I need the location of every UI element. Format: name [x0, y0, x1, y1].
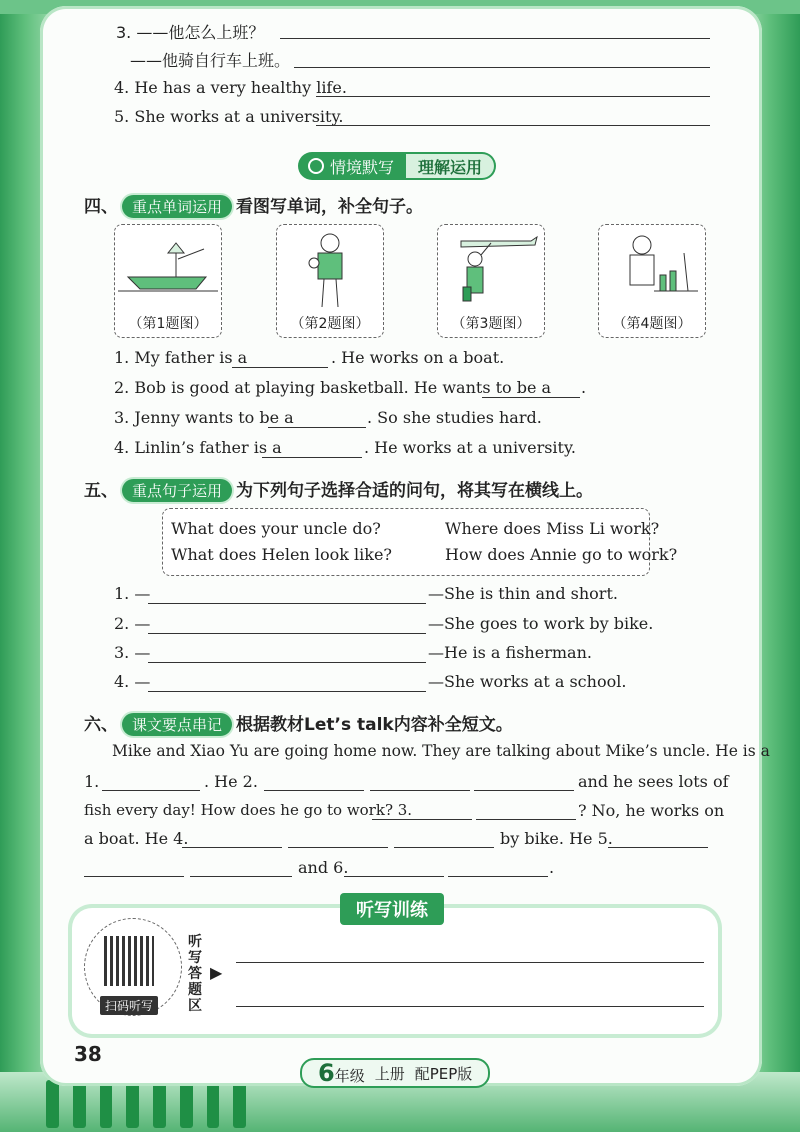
s5-item-3-answer: —He is a fisherman. — [428, 643, 592, 662]
picture-3 — [437, 224, 545, 338]
answer-line[interactable] — [148, 633, 426, 634]
q3-dialog-a: 3. ——他怎么上班？ — [116, 23, 265, 42]
dictation-title: 听写训练 — [340, 893, 444, 925]
qr-code-icon[interactable] — [104, 936, 154, 986]
s4-sentence-2-b: . — [581, 378, 587, 397]
s5-item-3-num: 3. — — [114, 643, 151, 662]
page-number: 38 — [74, 1042, 102, 1066]
section-number: 四、 — [84, 197, 118, 217]
picture-caption: （第3题图） — [451, 316, 531, 332]
section-6-heading — [84, 710, 513, 736]
dictation-side-label: 听写答题区 — [188, 934, 202, 1014]
picture-2 — [276, 224, 384, 338]
s5-item-2-answer: —She goes to work by bike. — [428, 614, 654, 633]
answer-line[interactable] — [280, 38, 710, 39]
s6-line-4-a: a boat. He 4. — [84, 829, 189, 848]
s4-sentence-4-b: . He works at a university. — [364, 438, 576, 457]
s6-line-2-b: . He 2. — [204, 772, 258, 791]
section-number: 五、 — [84, 481, 118, 501]
answer-line[interactable] — [264, 790, 364, 791]
s5-item-1-answer: —She is thin and short. — [428, 584, 618, 603]
answer-line[interactable] — [232, 367, 328, 368]
s5-item-4-num: 4. — — [114, 672, 151, 691]
dictation-line[interactable] — [236, 1006, 704, 1007]
medal-icon — [308, 158, 324, 174]
section-pill: 重点单词运用 — [122, 195, 232, 218]
answer-line[interactable] — [182, 847, 282, 848]
banner-left-label: 情境默写 — [330, 157, 395, 177]
picture-caption: （第4题图） — [612, 316, 692, 332]
section-number: 六、 — [84, 715, 118, 735]
answer-line[interactable] — [370, 790, 470, 791]
answer-line[interactable] — [148, 603, 426, 604]
s5-item-4-answer: —She works at a school. — [428, 672, 627, 691]
answer-line[interactable] — [476, 819, 576, 820]
s6-line-3-b: ? No, he works on — [578, 801, 725, 820]
option-4: How does Annie go to work? — [445, 545, 678, 564]
answer-line[interactable] — [102, 790, 200, 791]
section-pill: 课文要点串记 — [122, 713, 232, 736]
answer-line[interactable] — [262, 457, 362, 458]
spiral-binding — [46, 1080, 246, 1130]
answer-line[interactable] — [372, 819, 472, 820]
q4-text: 4. He has a very healthy life. — [114, 78, 347, 97]
s6-line-2-c: and he sees lots of — [578, 772, 729, 791]
answer-line[interactable] — [268, 427, 366, 428]
section-instruction: 看图写单词，补全句子。 — [236, 197, 424, 217]
dictation-line[interactable] — [236, 962, 704, 963]
answer-line[interactable] — [190, 876, 292, 877]
picture-4 — [598, 224, 706, 338]
edition-label: 配PEP版 — [414, 1064, 473, 1083]
footer-grade-tag — [300, 1058, 490, 1088]
answer-line[interactable] — [294, 67, 710, 68]
s6-line-4-b: by bike. He 5. — [500, 829, 613, 848]
answer-line[interactable] — [148, 662, 426, 663]
answer-line[interactable] — [288, 847, 388, 848]
section-banner — [298, 152, 496, 180]
s4-sentence-1-b: . He works on a boat. — [331, 348, 505, 367]
s4-sentence-3-a: 3. Jenny wants to be a — [114, 408, 294, 427]
answer-line[interactable] — [316, 96, 710, 97]
grade-suffix: 年级 — [334, 1067, 365, 1085]
banner-right-label: 理解运用 — [418, 157, 483, 177]
answer-line[interactable] — [344, 876, 444, 877]
q3-dialog-b: ——他骑自行车上班。 — [130, 51, 291, 70]
qr-label: 扫码听写 — [100, 996, 158, 1015]
section-4-heading — [84, 192, 423, 218]
answer-line[interactable] — [84, 876, 184, 877]
picture-1 — [114, 224, 222, 338]
s6-line-1: Mike and Xiao Yu are going home now. They are talking about Mike’s uncle. He is a — [112, 742, 770, 760]
q5-text: 5. She works at a university. — [114, 107, 344, 126]
option-3: What does Helen look like? — [171, 545, 392, 564]
s4-sentence-4-a: 4. Linlin’s father is a — [114, 438, 282, 457]
answer-line[interactable] — [316, 125, 710, 126]
grade-number: 6 — [318, 1059, 335, 1087]
answer-line[interactable] — [148, 691, 426, 692]
section-5-heading — [84, 476, 593, 502]
s5-item-1-num: 1. — — [114, 584, 151, 603]
section-instruction: 根据教材Let’s talk内容补全短文。 — [236, 715, 513, 735]
option-2: Where does Miss Li work? — [445, 519, 660, 538]
s6-line-5-a: and 6. — [298, 858, 349, 877]
s6-line-3-a: fish every day! How does he go to work? 3. — [84, 801, 413, 819]
section-pill: 重点句子运用 — [122, 479, 232, 502]
s6-line-2-a: 1. — [84, 772, 100, 791]
scientist-icon — [602, 229, 702, 309]
s6-line-5-b: . — [549, 858, 555, 877]
picture-caption: （第2题图） — [290, 316, 370, 332]
volume-label: 上册 — [374, 1064, 405, 1083]
play-arrow-icon: ▶ — [210, 963, 223, 982]
option-1: What does your uncle do? — [171, 519, 381, 538]
picture-caption: （第1题图） — [128, 316, 208, 332]
s4-sentence-2-a: 2. Bob is good at playing basketball. He wants to be a — [114, 378, 552, 397]
answer-line[interactable] — [482, 397, 580, 398]
s4-sentence-3-b: . So she studies hard. — [367, 408, 542, 427]
s4-sentence-1-a: 1. My father is a — [114, 348, 248, 367]
answer-line[interactable] — [394, 847, 494, 848]
basketball-player-icon — [280, 229, 380, 309]
fisherman-boat-icon — [118, 229, 218, 309]
pilot-airplane-icon — [441, 229, 541, 309]
answer-line[interactable] — [448, 876, 548, 877]
answer-line[interactable] — [474, 790, 574, 791]
options-box — [162, 508, 678, 576]
s5-item-2-num: 2. — — [114, 614, 151, 633]
answer-line[interactable] — [608, 847, 708, 848]
section-instruction: 为下列句子选择合适的问句，将其写在横线上。 — [236, 481, 594, 501]
